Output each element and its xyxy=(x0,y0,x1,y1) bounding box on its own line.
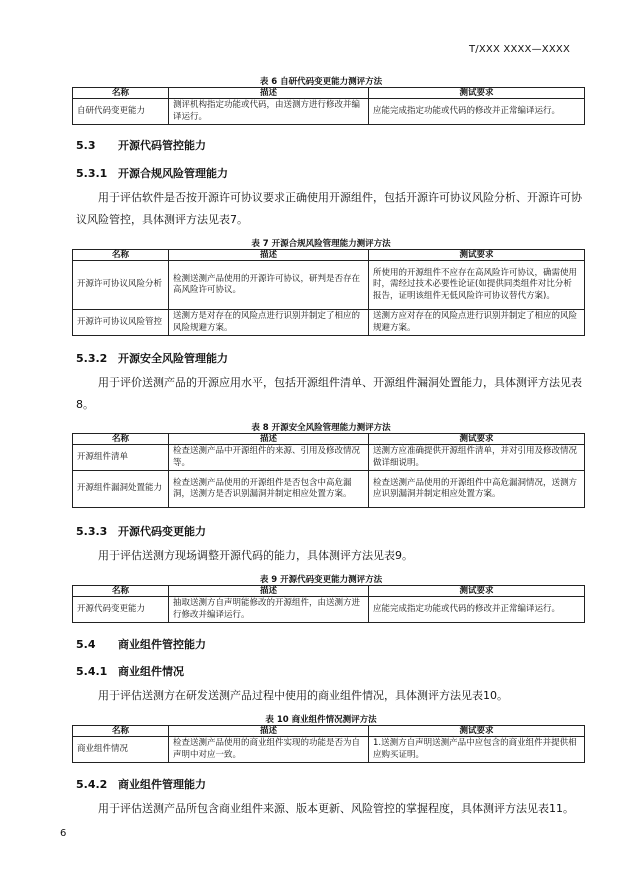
cell-name: 开源代码变更能力 xyxy=(73,597,169,623)
cell-requirement: 1.送测方自声明送测产品中应包含的商业组件并提供相应购买证明。 xyxy=(369,737,585,763)
section-5-3-2-heading xyxy=(76,350,228,366)
col-header-name: 名称 xyxy=(73,250,169,261)
section-number: 5.3.3 xyxy=(76,525,108,538)
col-header-name: 名称 xyxy=(73,434,169,445)
col-header-requirement: 测试要求 xyxy=(369,250,585,261)
cell-name: 开源许可协议风险管控 xyxy=(73,310,169,336)
cell-description: 测评机构指定功能或代码，由送测方进行修改并编译运行。 xyxy=(169,99,369,125)
section-5-3-heading xyxy=(76,137,206,153)
section-title: 商业组件管控能力 xyxy=(118,638,206,651)
section-5-3-3-heading xyxy=(76,523,206,539)
col-header-requirement: 测试要求 xyxy=(369,88,585,99)
col-header-description: 描述 xyxy=(169,250,369,261)
cell-description: 检测送测产品使用的开源许可协议，研判是否存在高风险许可协议。 xyxy=(169,261,369,310)
table-row xyxy=(73,445,585,471)
section-5-4-2-heading xyxy=(76,776,206,792)
cell-description: 检查送测产品中开源组件的来源、引用及修改情况等。 xyxy=(169,445,369,471)
table-7 xyxy=(72,249,585,336)
col-header-requirement: 测试要求 xyxy=(369,434,585,445)
section-title: 商业组件管理能力 xyxy=(118,778,206,791)
table-8 xyxy=(72,433,585,508)
cell-name: 开源许可协议风险分析 xyxy=(73,261,169,310)
table-row xyxy=(73,597,585,623)
table-6-caption: 表 6 自研代码变更能力测评方法 xyxy=(259,77,383,87)
cell-requirement: 检查送测产品使用的开源组件中高危漏洞情况，送测方应识别漏洞并制定相应处置方案。 xyxy=(369,471,585,508)
section-5-3-1-text: 用于评估软件是否按开源许可协议要求正确使用开源组件，包括开源许可协议风险分析、开源许可协议风险管控，具体测评方法见表7。 xyxy=(76,191,582,226)
cell-name: 开源组件清单 xyxy=(73,445,169,471)
section-number: 5.4.1 xyxy=(76,665,108,678)
table-row xyxy=(73,737,585,763)
cell-name: 商业组件情况 xyxy=(73,737,169,763)
cell-requirement: 送测方应准确提供开源组件清单，并对引用及修改情况做详细说明。 xyxy=(369,445,585,471)
table-header-row xyxy=(73,586,585,597)
col-header-description: 描述 xyxy=(169,586,369,597)
col-header-name: 名称 xyxy=(73,88,169,99)
section-title: 商业组件情况 xyxy=(118,665,184,678)
section-5-4-1-text: 用于评估送测方在研发送测产品过程中使用的商业组件情况，具体测评方法见表10。 xyxy=(98,689,508,702)
table-9 xyxy=(72,585,585,623)
cell-description: 检查送测产品使用的开源组件是否包含中高危漏洞，送测方是否识别漏洞并制定相应处置方案。 xyxy=(169,471,369,508)
cell-description: 抽取送测方自声明能修改的开源组件，由送测方进行修改并编译运行。 xyxy=(169,597,369,623)
col-header-name: 名称 xyxy=(73,726,169,737)
document-code: T/XXX XXXX—XXXX xyxy=(468,44,570,55)
page-number: 6 xyxy=(60,828,67,839)
section-5-3-3-text: 用于评估送测方现场调整开源代码的能力，具体测评方法见表9。 xyxy=(98,549,413,562)
table-header-row xyxy=(73,88,585,99)
section-5-4-1-heading xyxy=(76,663,184,679)
section-5-4-2-text: 用于评估送测产品所包含商业组件来源、版本更新、风险管控的掌握程度，具体测评方法见表11。 xyxy=(98,802,574,815)
table-row xyxy=(73,310,585,336)
col-header-description: 描述 xyxy=(169,434,369,445)
table-row xyxy=(73,471,585,508)
section-title: 开源安全风险管理能力 xyxy=(118,352,228,365)
table-6 xyxy=(72,87,585,125)
cell-name: 自研代码变更能力 xyxy=(73,99,169,125)
cell-requirement: 应能完成指定功能或代码的修改并正常编译运行。 xyxy=(369,597,585,623)
table-row xyxy=(73,261,585,310)
col-header-requirement: 测试要求 xyxy=(369,586,585,597)
section-number: 5.4.2 xyxy=(76,778,108,791)
col-header-description: 描述 xyxy=(169,88,369,99)
section-5-3-2-text: 用于评价送测产品的开源应用水平，包括开源组件清单、开源组件漏洞处置能力，具体测评方法见表8。 xyxy=(76,376,582,411)
section-number: 5.3.2 xyxy=(76,352,108,365)
table-7-caption: 表 7 开源合规风险管理能力测评方法 xyxy=(251,239,391,249)
table-9-caption: 表 9 开源代码变更能力测评方法 xyxy=(259,575,383,585)
col-header-description: 描述 xyxy=(169,726,369,737)
table-header-row xyxy=(73,250,585,261)
table-header-row xyxy=(73,726,585,737)
col-header-requirement: 测试要求 xyxy=(369,726,585,737)
section-5-4-heading xyxy=(76,636,206,652)
section-number: 5.3.1 xyxy=(76,167,108,180)
cell-requirement: 送测方应对存在的风险点进行识别并制定了相应的风险规避方案。 xyxy=(369,310,585,336)
section-title: 开源合规风险管理能力 xyxy=(118,167,228,180)
section-5-3-1-heading xyxy=(76,165,228,181)
cell-description: 送测方是对存在的风险点进行识别并制定了相应的风险规避方案。 xyxy=(169,310,369,336)
table-10-caption: 表 10 商业组件情况测评方法 xyxy=(265,715,377,725)
cell-description: 检查送测产品使用的商业组件实现的功能是否为自声明中对应一致。 xyxy=(169,737,369,763)
section-title: 开源代码变更能力 xyxy=(118,525,206,538)
table-header-row xyxy=(73,434,585,445)
section-number: 5.4 xyxy=(76,638,96,651)
section-title: 开源代码管控能力 xyxy=(118,139,206,152)
col-header-name: 名称 xyxy=(73,586,169,597)
cell-requirement: 所使用的开源组件不应存在高风险许可协议，确需使用时，需经过技术必要性论证(如提供同类组件对比分析报告，证明该组件无低风险许可协议替代方案)。 xyxy=(369,261,585,310)
table-8-caption: 表 8 开源安全风险管理能力测评方法 xyxy=(251,423,391,433)
section-number: 5.3 xyxy=(76,139,96,152)
cell-requirement: 应能完成指定功能或代码的修改并正常编译运行。 xyxy=(369,99,585,125)
table-row xyxy=(73,99,585,125)
table-10 xyxy=(72,725,585,763)
cell-name: 开源组件漏洞处置能力 xyxy=(73,471,169,508)
